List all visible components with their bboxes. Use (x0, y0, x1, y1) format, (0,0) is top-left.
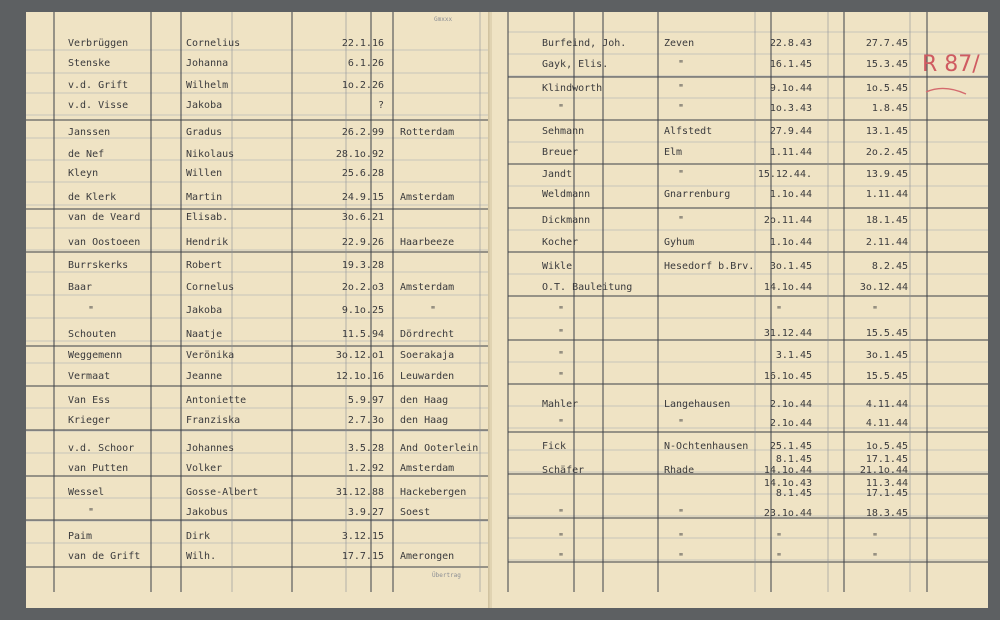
birth-date-cell: 3.5.28 (347, 443, 384, 454)
birthplace-cell: Amerongen (400, 551, 455, 562)
end-date-cell: 1.8.45 (871, 103, 908, 114)
location-cell: " (678, 418, 685, 429)
employee-cell: " (558, 103, 565, 114)
surname-cell: Janssen (68, 127, 111, 138)
end-date-cell: 17.1.45 (865, 488, 908, 499)
birth-date-cell: 2o.2.o3 (341, 282, 384, 293)
surname-cell: Verbrüggen (68, 38, 129, 49)
birthplace-cell: " (430, 305, 437, 316)
birthplace-cell: Soerakaja (400, 350, 455, 361)
given-name-cell: Martin (186, 192, 223, 203)
start-date-cell: 1o.3.43 (769, 103, 812, 114)
employee-cell: " (558, 508, 565, 519)
surname-cell: de Klerk (68, 192, 117, 203)
given-name-cell: Gradus (186, 127, 223, 138)
margin-note: R 87/ (922, 52, 980, 77)
employee-cell: Klindworth (542, 83, 603, 94)
header-mark: Gmxxx (434, 16, 453, 23)
end-date-cell: 13.1.45 (865, 126, 908, 137)
birth-date-cell: 19.3.28 (341, 260, 384, 271)
start-date-cell: 1.1o.44 (769, 237, 812, 248)
start-date-cell: 2o.11.44 (763, 215, 812, 226)
surname-cell: Baar (68, 282, 93, 293)
location-cell: Gyhum (664, 237, 695, 248)
end-date-cell: 2.11.44 (865, 237, 908, 248)
employee-cell: Sehmann (542, 126, 585, 137)
location-cell: " (678, 103, 685, 114)
given-name-cell: Jeanne (186, 371, 223, 382)
start-date-cell: " (775, 532, 782, 543)
given-name-cell: Antoniette (186, 395, 247, 406)
surname-cell: v.d. Visse (68, 100, 129, 111)
surname-cell: Kleyn (68, 168, 99, 179)
employee-cell: " (558, 305, 565, 316)
start-date-cell: 22.8.43 (769, 38, 812, 49)
birthplace-cell: And Ooterlein (400, 443, 479, 454)
start-date-cell: 16.1o.45 (763, 371, 812, 382)
birth-date-cell: 3.12.15 (341, 531, 384, 542)
birth-date-cell: 22.1.16 (341, 38, 384, 49)
location-cell: Hesedorf b.Brv. (664, 261, 755, 272)
employee-cell: Gayk, Elis. (542, 59, 609, 70)
start-date-cell: 8.1.45 (775, 488, 812, 499)
given-name-cell: Dirk (186, 531, 211, 542)
location-cell: " (678, 59, 685, 70)
employee-cell: Dickmann (542, 215, 591, 226)
birth-date-cell: 6.1.26 (347, 58, 384, 69)
employee-cell: Mahler (542, 399, 579, 410)
given-name-cell: Robert (186, 260, 223, 271)
location-cell: Elm (664, 147, 683, 158)
end-date-cell: 27.7.45 (865, 38, 908, 49)
employee-cell: Jandt (542, 169, 573, 180)
birth-date-cell: 17.7.15 (341, 551, 384, 562)
start-date-cell: 14.1o.43 (763, 478, 812, 489)
location-cell: " (678, 215, 685, 226)
location-cell: Alfstedt (664, 126, 713, 137)
given-name-cell: Cornelius (186, 38, 241, 49)
birthplace-cell: Rotterdam (400, 127, 455, 138)
surname-cell: Weggemenn (68, 350, 123, 361)
given-name-cell: Wilhelm (186, 80, 229, 91)
given-name-cell: Volker (186, 463, 223, 474)
given-name-cell: Elisab. (186, 212, 229, 223)
surname-cell: v.d. Schoor (68, 443, 135, 454)
start-date-cell: 1.11.44 (769, 147, 812, 158)
employee-cell: " (558, 532, 565, 543)
start-date-cell: 16.1.45 (769, 59, 812, 70)
location-cell: Gnarrenburg (664, 189, 731, 200)
location-cell: Zeven (664, 38, 695, 49)
location-cell: Rhade (664, 465, 695, 476)
location-cell: " (678, 169, 685, 180)
given-name-cell: Jakobus (186, 507, 229, 518)
end-date-cell: 3o.1.45 (865, 350, 908, 361)
given-name-cell: Wilh. (186, 551, 217, 562)
birthplace-cell: Soest (400, 507, 431, 518)
start-date-cell: 23.1o.44 (763, 508, 812, 519)
surname-cell: van Oostoeen (68, 237, 141, 248)
birth-date-cell: 26.2.99 (341, 127, 384, 138)
birth-date-cell: 5.9.97 (347, 395, 384, 406)
surname-cell: " (88, 507, 95, 518)
given-name-cell: Jakoba (186, 100, 223, 111)
end-date-cell: 17.1.45 (865, 454, 908, 465)
location-cell: " (678, 508, 685, 519)
birthplace-cell: Amsterdam (400, 192, 455, 203)
employee-cell: " (558, 552, 565, 563)
start-date-cell: 25.1.45 (769, 441, 812, 452)
given-name-cell: Johannes (186, 443, 235, 454)
surname-cell: van Putten (68, 463, 129, 474)
given-name-cell: Willen (186, 168, 223, 179)
end-date-cell: 21.1o.44 (859, 465, 908, 476)
start-date-cell: 8.1.45 (775, 454, 812, 465)
birthplace-cell: den Haag (400, 415, 449, 426)
surname-cell: " (88, 305, 95, 316)
birth-date-cell: 11.5.94 (341, 329, 384, 340)
start-date-cell: 31.12.44 (763, 328, 812, 339)
birth-date-cell: 3o.12.o1 (335, 350, 384, 361)
end-date-cell: 18.1.45 (865, 215, 908, 226)
surname-cell: Van Ess (68, 395, 111, 406)
employee-cell: Kocher (542, 237, 579, 248)
end-date-cell: 4.11.44 (865, 399, 908, 410)
start-date-cell: 14.1o.44 (763, 465, 812, 476)
end-date-cell: 1o.5.45 (865, 83, 908, 94)
given-name-cell: Gosse-Albert (186, 487, 259, 498)
start-date-cell: 1.1o.44 (769, 189, 812, 200)
birth-date-cell: 1.2.92 (347, 463, 384, 474)
employee-cell: Wikle (542, 261, 573, 272)
end-date-cell: " (871, 305, 878, 316)
start-date-cell: 14.1o.44 (763, 282, 812, 293)
surname-cell: Stenske (68, 58, 111, 69)
given-name-cell: Hendrik (186, 237, 229, 248)
birth-date-cell: 3.9.27 (347, 507, 384, 518)
right-ruling-lines (492, 12, 988, 608)
birth-date-cell: 31.12.88 (335, 487, 384, 498)
end-date-cell: 2o.2.45 (865, 147, 908, 158)
birth-date-cell: 22.9.26 (341, 237, 384, 248)
location-cell: " (678, 532, 685, 543)
end-date-cell: 1o.5.45 (865, 441, 908, 452)
given-name-cell: Franziska (186, 415, 241, 426)
employee-cell: Schäfer (542, 465, 585, 476)
birth-date-cell: 28.1o.92 (335, 149, 384, 160)
surname-cell: van de Grift (68, 551, 141, 562)
surname-cell: v.d. Grift (68, 80, 129, 91)
surname-cell: Paim (68, 531, 93, 542)
location-cell: Langehausen (664, 399, 731, 410)
end-date-cell: 18.3.45 (865, 508, 908, 519)
end-date-cell: " (871, 532, 878, 543)
given-name-cell: Jakoba (186, 305, 223, 316)
given-name-cell: Cornelus (186, 282, 235, 293)
surname-cell: Krieger (68, 415, 111, 426)
employee-cell: " (558, 418, 565, 429)
employee-cell: Breuer (542, 147, 579, 158)
start-date-cell: 9.1o.44 (769, 83, 812, 94)
employee-cell: O.T. Bauleitung (542, 282, 633, 293)
birthplace-cell: Leuwarden (400, 371, 455, 382)
surname-cell: Burrskerks (68, 260, 129, 271)
employee-cell: Burfeind, Joh. (542, 38, 627, 49)
start-date-cell: " (775, 305, 782, 316)
start-date-cell: 2.1o.44 (769, 399, 812, 410)
birth-date-cell: 12.1o.16 (335, 371, 384, 382)
footer-mark: Übertrag (432, 572, 461, 579)
end-date-cell: 15.3.45 (865, 59, 908, 70)
end-date-cell: " (871, 552, 878, 563)
given-name-cell: Verönika (186, 350, 235, 361)
birth-date-cell: ? (377, 100, 384, 111)
location-cell: " (678, 83, 685, 94)
birth-date-cell: 1o.2.26 (341, 80, 384, 91)
end-date-cell: 15.5.45 (865, 328, 908, 339)
start-date-cell: " (775, 552, 782, 563)
end-date-cell: 15.5.45 (865, 371, 908, 382)
surname-cell: de Nef (68, 149, 105, 160)
given-name-cell: Naatje (186, 329, 223, 340)
employee-cell: " (558, 371, 565, 382)
birth-date-cell: 25.6.28 (341, 168, 384, 179)
end-date-cell: 11.3.44 (865, 478, 908, 489)
employee-cell: " (558, 350, 565, 361)
start-date-cell: 3o.1.45 (769, 261, 812, 272)
employee-cell: Weldmann (542, 189, 591, 200)
end-date-cell: 4.11.44 (865, 418, 908, 429)
given-name-cell: Johanna (186, 58, 229, 69)
end-date-cell: 8.2.45 (871, 261, 908, 272)
birthplace-cell: Hackebergen (400, 487, 467, 498)
start-date-cell: 2.1o.44 (769, 418, 812, 429)
birthplace-cell: Amsterdam (400, 282, 455, 293)
birth-date-cell: 2.7.3o (347, 415, 384, 426)
surname-cell: Vermaat (68, 371, 111, 382)
end-date-cell: 13.9.45 (865, 169, 908, 180)
employee-cell: Fick (542, 441, 567, 452)
start-date-cell: 3.1.45 (775, 350, 812, 361)
employee-cell: " (558, 328, 565, 339)
birth-date-cell: 9.1o.25 (341, 305, 384, 316)
start-date-cell: 27.9.44 (769, 126, 812, 137)
birthplace-cell: den Haag (400, 395, 449, 406)
birthplace-cell: Dördrecht (400, 329, 455, 340)
end-date-cell: 3o.12.44 (859, 282, 908, 293)
right-ledger-page (492, 12, 988, 608)
location-cell: " (678, 552, 685, 563)
start-date-cell: 15.12.44. (757, 169, 812, 180)
surname-cell: Wessel (68, 487, 105, 498)
location-cell: N-Ochtenhausen (664, 441, 749, 452)
given-name-cell: Nikolaus (186, 149, 235, 160)
left-ledger-page (26, 12, 490, 608)
birthplace-cell: Haarbeeze (400, 237, 455, 248)
end-date-cell: 1.11.44 (865, 189, 908, 200)
birth-date-cell: 24.9.15 (341, 192, 384, 203)
birth-date-cell: 3o.6.21 (341, 212, 384, 223)
surname-cell: Schouten (68, 329, 117, 340)
birthplace-cell: Amsterdam (400, 463, 455, 474)
surname-cell: van de Veard (68, 212, 141, 223)
